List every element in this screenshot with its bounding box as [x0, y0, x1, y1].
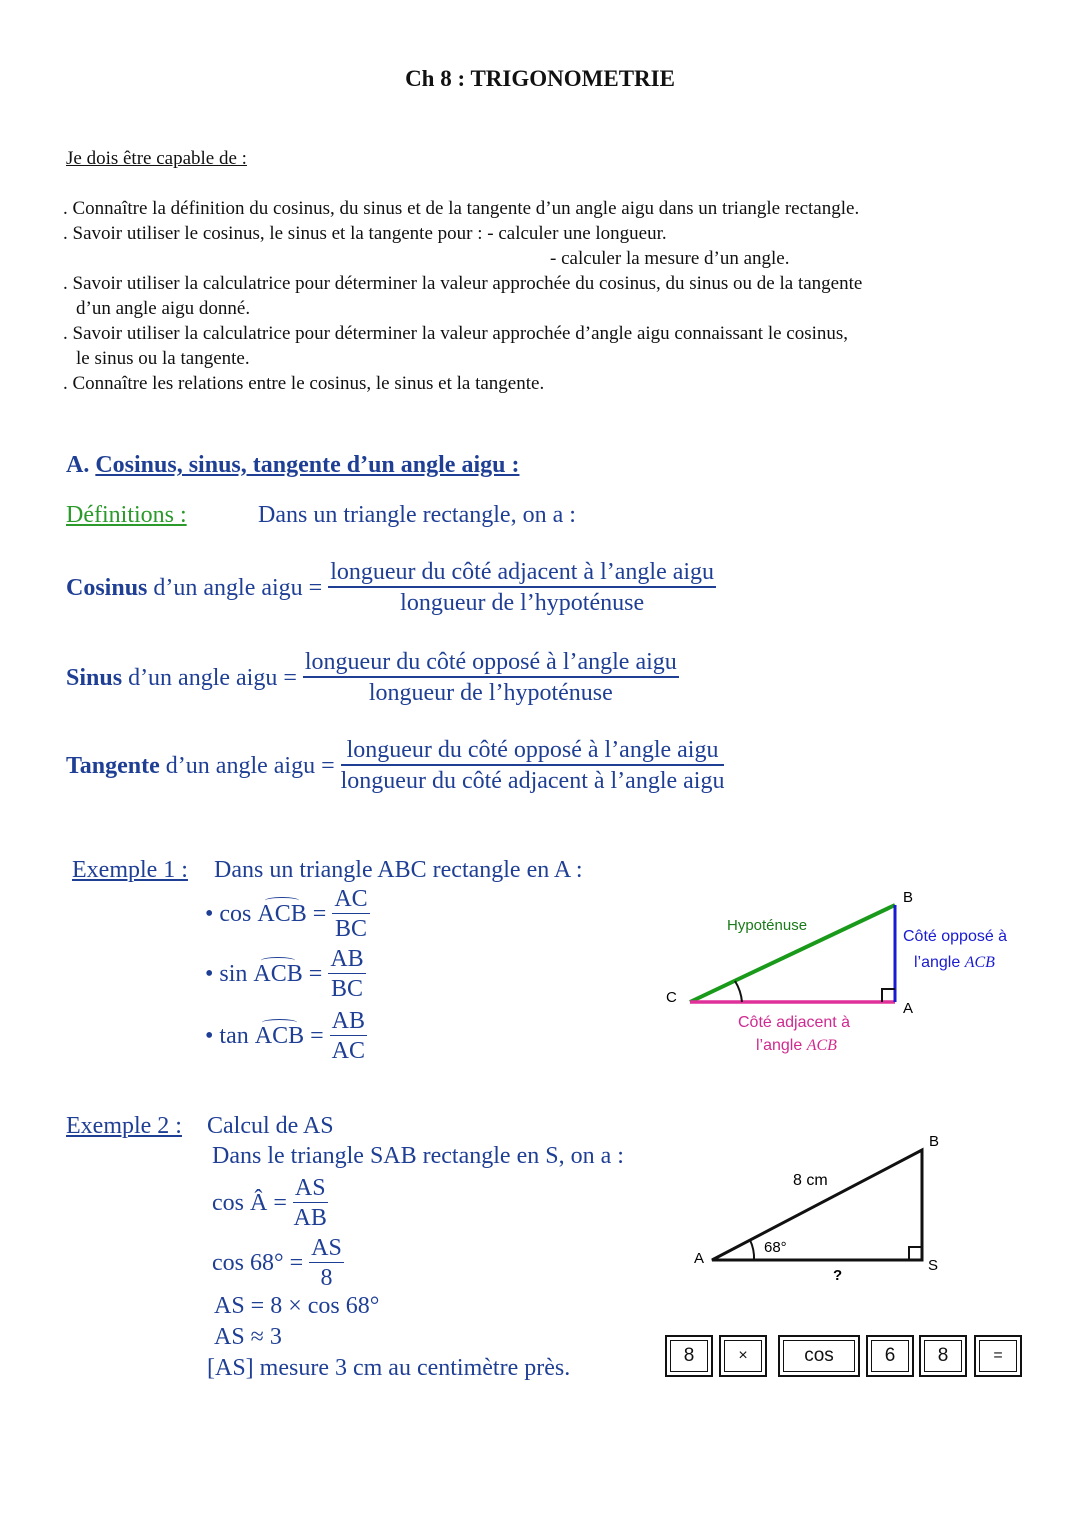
tangente-lhs: d’un angle aigu =: [159, 752, 335, 779]
key-label: 6: [884, 1345, 896, 1366]
example1-intro: Dans un triangle ABC rectangle en A :: [214, 857, 583, 883]
adjacent-label-line2: [756, 1037, 837, 1054]
example2-line4: AS ≈ 3: [214, 1324, 282, 1350]
key-label: 8: [937, 1345, 949, 1366]
angle-arc: [735, 981, 742, 1002]
calculator-key-multiply: [719, 1335, 767, 1377]
calculator-key-cos: [778, 1335, 860, 1377]
example2-label: Exemple 2 :: [66, 1113, 182, 1139]
point-c-label: C: [666, 989, 677, 1006]
equation-left: cos 68° =: [212, 1250, 304, 1276]
angle-name: ACB: [253, 961, 303, 987]
tangente-fraction: [341, 736, 725, 796]
adjacent-angle-name: ACB: [806, 1037, 837, 1054]
objective-line: . Connaître les relations entre le cosinus, le sinus et la tangente.: [63, 373, 545, 394]
calculator-key-6: [866, 1335, 914, 1377]
ratio-fraction: [332, 885, 369, 944]
fraction-numerator: AC: [334, 886, 368, 912]
fraction-numerator: AB: [331, 1008, 365, 1034]
fraction-denominator: longueur du côté adjacent à l’angle aigu: [340, 768, 725, 794]
example1-label: Exemple 1 :: [72, 857, 188, 883]
key-label: cos: [804, 1345, 834, 1366]
key-label: =: [993, 1347, 1003, 1364]
objective-line: . Savoir utiliser la calculatrice pour déterminer la valeur approchée du cosinus, du sinus ou de la tangente: [63, 273, 863, 294]
triangle-abc-figure: [650, 880, 1070, 1070]
triangle-sab: [712, 1150, 922, 1260]
definitions-intro: Dans un triangle rectangle, on a :: [258, 502, 576, 528]
adjacent-angle-word: l’angle: [756, 1037, 803, 1054]
objective-line: d’un angle aigu donné.: [76, 298, 251, 319]
section-a-heading: [66, 452, 519, 479]
angle-name: ACB: [254, 1023, 305, 1049]
fraction-numerator: longueur du côté opposé à l’angle aigu: [303, 648, 679, 678]
tangente-term: Tangente: [66, 752, 160, 779]
key-label: 8: [683, 1345, 695, 1366]
point-b-label: B: [929, 1133, 940, 1150]
fraction-denominator: 8: [320, 1265, 333, 1291]
function-name: • tan: [205, 1023, 249, 1049]
fraction-denominator: BC: [334, 916, 367, 942]
function-name: • sin: [205, 961, 248, 987]
example1-sin-line: • sin ACB = $\frac{AB}{BC}$: [205, 946, 364, 1002]
fraction-denominator: BC: [330, 976, 363, 1002]
objective-line: - calculer la mesure d’un angle.: [550, 248, 790, 269]
key-label: ×: [738, 1347, 748, 1364]
objective-line: le sinus ou la tangente.: [76, 348, 250, 369]
objective-line: . Savoir utiliser le cosinus, le sinus et la tangente pour : - calculer une longueur.: [63, 223, 667, 244]
angle-name: ACB: [257, 901, 307, 927]
sinus-fraction: [303, 648, 679, 708]
objective-line: . Savoir utiliser la calculatrice pour déterminer la valeur approchée d’angle aigu connaissant le cosinus,: [63, 323, 849, 344]
point-a-label: A: [694, 1250, 705, 1267]
opposite-angle-word: l’angle: [914, 954, 961, 971]
equation-left: cos Â =: [212, 1190, 287, 1216]
section-prefix: A.: [66, 452, 90, 478]
adjacent-label-line1: Côté adjacent à: [738, 1014, 851, 1031]
opposite-angle-name: ACB: [964, 954, 995, 971]
opposite-label-line2: [914, 954, 995, 971]
calculator-key-equals: [974, 1335, 1022, 1377]
fraction-numerator: AS: [294, 1175, 326, 1201]
right-angle-mark: [882, 989, 895, 1002]
objective-line: . Connaître la définition du cosinus, du sinus et de la tangente d’un angle aigu dans un triangle rectangle.: [63, 198, 860, 219]
fraction-numerator: longueur du côté opposé à l’angle aigu: [341, 736, 725, 766]
angle-label: 68°: [764, 1239, 787, 1256]
hypotenuse-label: Hypoténuse: [727, 917, 808, 934]
fraction-denominator: AB: [293, 1205, 327, 1231]
sinus-term: Sinus: [66, 664, 123, 691]
ratio-fraction: [309, 1234, 344, 1293]
definitions-label: Définitions :: [66, 502, 187, 528]
example2-conclusion: [AS] mesure 3 cm au centimètre près.: [207, 1355, 571, 1381]
example2-line2: [212, 1234, 344, 1293]
cosinus-lhs: d’un angle aigu =: [147, 574, 323, 601]
objectives-heading: Je dois être capable de :: [66, 148, 247, 169]
hypotenuse-length-label: 8 cm: [793, 1172, 828, 1189]
cosinus-term: Cosinus: [66, 574, 148, 601]
opposite-label-line1: Côté opposé à: [903, 928, 1008, 945]
point-s-label: S: [928, 1257, 939, 1274]
example1-cos-line: • cos ACB = $\frac{AC}{BC}$: [205, 886, 368, 942]
triangle-sab-figure: [680, 1125, 970, 1285]
point-a-label: A: [903, 1000, 914, 1017]
example2-intro2: Dans le triangle SAB rectangle en S, on a :: [212, 1143, 624, 1169]
example2-intro1: Calcul de AS: [207, 1113, 334, 1139]
point-b-label: B: [903, 889, 914, 906]
cosinus-definition: [66, 558, 716, 618]
page-title: Ch 8 : TRIGONOMETRIE: [405, 66, 675, 91]
ratio-fraction: [328, 945, 365, 1004]
ratio-fraction: [330, 1007, 367, 1066]
fraction-numerator: longueur du côté adjacent à l’angle aigu: [328, 558, 716, 588]
angle-arc: [750, 1240, 754, 1260]
section-title: Cosinus, sinus, tangente d’un angle aigu :: [95, 452, 520, 478]
sinus-definition: [66, 648, 679, 708]
fraction-numerator: AS: [311, 1235, 342, 1261]
cosinus-fraction: [328, 558, 716, 618]
fraction-numerator: AB: [330, 946, 364, 972]
example1-tan-line: • tan ACB = $\frac{AB}{AC}$: [205, 1008, 365, 1064]
right-angle-mark: [909, 1247, 922, 1260]
example2-line1: [212, 1174, 328, 1233]
calculator-key-8: [665, 1335, 713, 1377]
function-name: • cos: [205, 901, 252, 927]
fraction-denominator: longueur de l’hypoténuse: [400, 590, 645, 616]
calculator-key-8-second: [919, 1335, 967, 1377]
fraction-denominator: AC: [331, 1038, 365, 1064]
unknown-side-label: ?: [833, 1267, 843, 1284]
fraction-denominator: longueur de l’hypoténuse: [368, 680, 613, 706]
ratio-fraction: [293, 1174, 328, 1233]
sinus-lhs: d’un angle aigu =: [122, 664, 297, 691]
example2-line3: AS = 8 × cos 68°: [214, 1293, 380, 1319]
tangente-definition: [66, 736, 724, 796]
